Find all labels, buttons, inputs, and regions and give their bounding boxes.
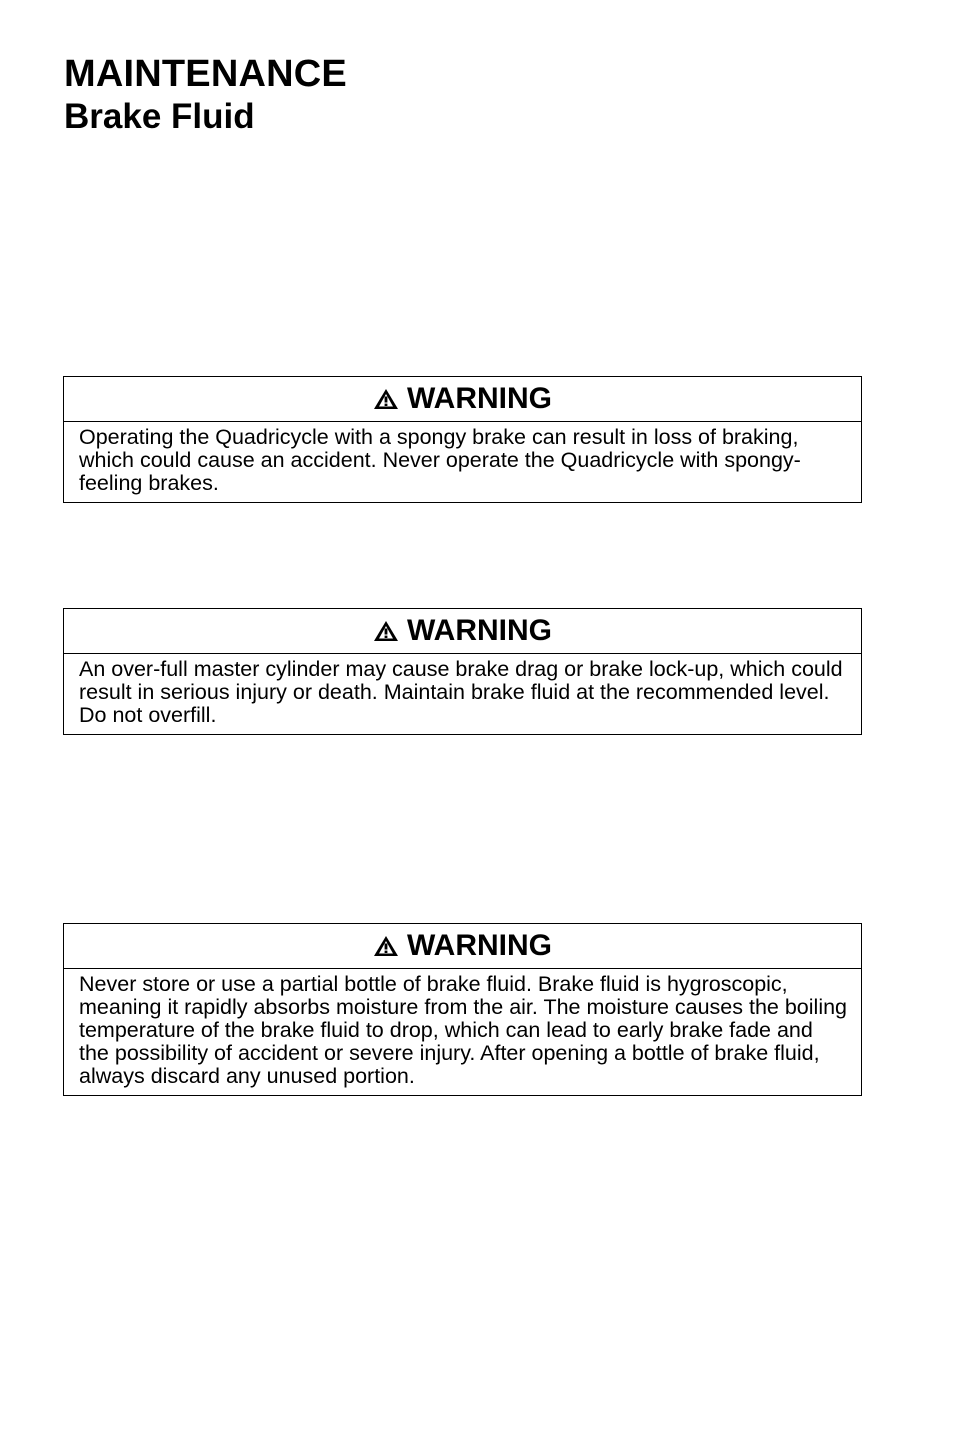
warning-triangle-icon [373,935,399,957]
section-title: MAINTENANCE [64,53,347,95]
warning-label: WARNING [407,929,552,962]
warning-label: WARNING [407,614,552,647]
warning-text: Never store or use a partial bottle of brake fluid. Brake fluid is hygroscopic, meaning it rapidly absorbs moisture from the air. The moisture causes the boiling temperature of the brake fluid to drop, which can lead to early brake fade and the possibility of accident or severe injury. After opening a bottle of brake fluid, always discard any unused portion. [79,972,848,1088]
warning-triangle-icon [373,620,399,642]
warning-box-partial-bottle [63,923,862,1096]
warning-header [64,609,861,654]
warning-box-overfull-master-cylinder [63,608,862,735]
warning-header [64,377,861,422]
warning-header [64,924,861,969]
warning-box-spongy-brake [63,376,862,503]
warning-text: Operating the Quadricycle with a spongy brake can result in loss of braking, which could cause an accident. Never operate the Quadricycle with spongy-feeling brakes. [79,425,801,495]
subsection-title: Brake Fluid [64,97,255,136]
warning-label: WARNING [407,382,552,415]
warning-text: An over-full master cylinder may cause brake drag or brake lock-up, which could result in serious injury or death. Maintain brake fluid at the recommended level. Do not overfill. [79,657,843,727]
warning-triangle-icon [373,388,399,410]
